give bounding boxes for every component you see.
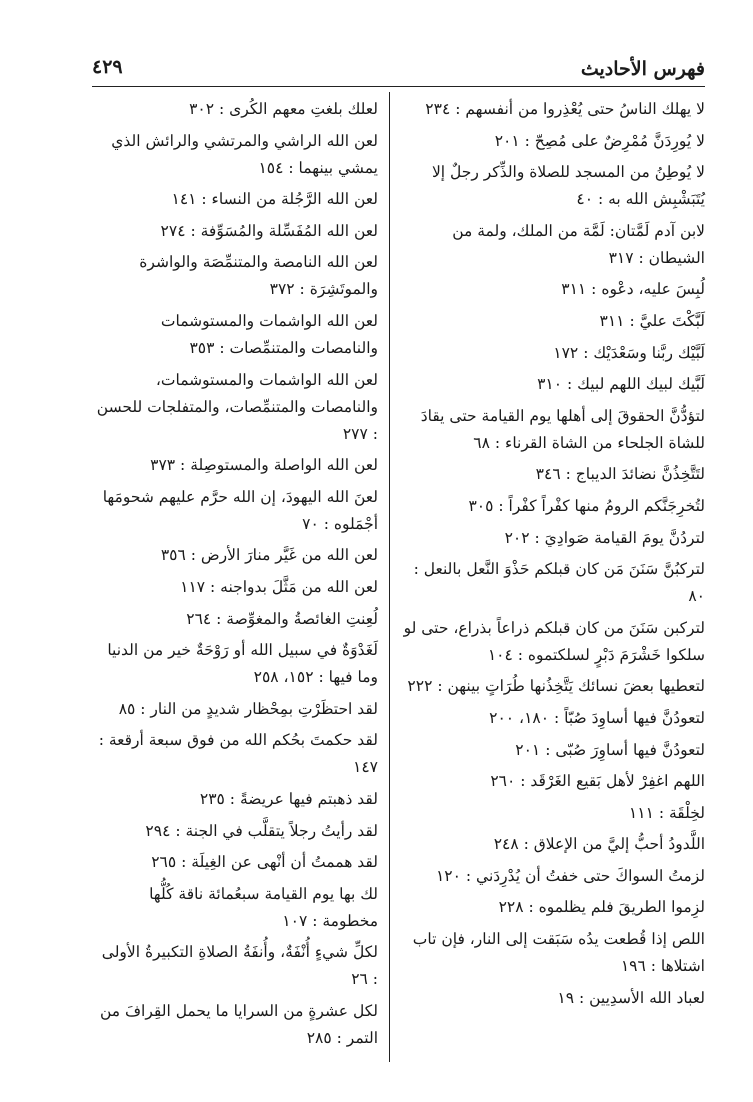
hadith-text: لعلك بلغتِ معهم الكُرى : ٣٠٢ bbox=[189, 100, 378, 118]
hadith-entry bbox=[399, 863, 705, 890]
hadith-text: لَغَدْوَةٌ في سبيل الله أو رَوْحَةٌ خير من الدنيا وما فيها : ١٥٢، ٢٥٨ bbox=[107, 641, 378, 687]
right-column bbox=[399, 96, 705, 1016]
hadith-text: لَبَّيك لبيك اللهم لبيك : ٣١٠ bbox=[537, 375, 705, 394]
hadith-entry bbox=[399, 894, 705, 921]
hadith-text: لقد هممتُ أن أنْهى عن الغِيلَة : ٢٦٥ bbox=[151, 853, 378, 872]
hadith-entry bbox=[399, 403, 705, 457]
hadith-entry bbox=[399, 493, 705, 520]
hadith-text: لتركبن سَنَنَ من كان قبلكم ذراعاً بذراع، حتى لو سلكوا خَشْرَمَ دَبْرٍ لسلكتموه : ١٠٤ bbox=[403, 618, 705, 664]
hadith-text: لعن الله من غَيَّر منارَ الأرض : ٣٥٦ bbox=[160, 546, 378, 565]
hadith-entry bbox=[92, 452, 378, 479]
hadith-entry bbox=[92, 484, 378, 538]
hadith-text: لتردُنَّ يومَ القيامة صَوادِيَ : ٢٠٢ bbox=[504, 528, 705, 547]
hadith-text: لكلِّ شيءٍ أُنْفَةٌ، وأُنفَةُ الصلاةِ التكبيرةُ الأولى : ٢٦ bbox=[101, 943, 378, 989]
hadith-text: لزمتُ السواكَ حتى خفتُ أن يُدْرِدَني : ١٢٠ bbox=[435, 866, 705, 885]
hadith-entry bbox=[399, 276, 705, 303]
hadith-text: لتَتَّخِذُنَّ نضائدَ الديباج : ٣٤٦ bbox=[535, 465, 705, 484]
hadith-entry bbox=[92, 881, 378, 935]
hadith-entry bbox=[92, 218, 378, 245]
hadith-entry bbox=[92, 542, 378, 569]
hadith-entry bbox=[399, 308, 705, 335]
hadith-text: لقد رأيتُ رجلاً يتقلَّب في الجنة : ٢٩٤ bbox=[145, 821, 378, 840]
hadith-entry bbox=[92, 786, 378, 813]
hadith-entry bbox=[399, 705, 705, 732]
hadith-entry bbox=[399, 673, 705, 700]
hadith-text: لعن الله الواصلة والمستوصِلة : ٣٧٣ bbox=[150, 456, 378, 475]
hadith-entry bbox=[399, 128, 705, 155]
hadith-text: لخِلْقَة : ١١١ bbox=[628, 803, 705, 822]
hadith-text: لعن الله الواشمات والمستوشمات، والنامصات والمتنمِّصات، والمتفلجات للحسن : ٢٧٧ bbox=[96, 370, 378, 443]
hadith-entry bbox=[92, 998, 378, 1052]
hadith-text: لقد احتظَرْتِ بمِحْظار شديدٍ من النار : ٨٥ bbox=[118, 699, 378, 718]
hadith-text: لَبَّيْك ربَّنا وسَعْدَيْك : ١٧٢ bbox=[553, 343, 705, 362]
hadith-text: لُعِنتِ الغائصةُ والمغوِّصة : ٢٦٤ bbox=[186, 609, 378, 628]
hadith-entry bbox=[92, 128, 378, 182]
hadith-entry bbox=[399, 371, 705, 398]
hadith-entry bbox=[399, 615, 705, 669]
page-header bbox=[92, 50, 705, 86]
hadith-text: لقد ذهبتم فيها عريضةً : ٢٣٥ bbox=[199, 789, 378, 808]
hadith-text: لك بها يوم القيامة سبعُمائة ناقة كُلُّها مخطومة : ١٠٧ bbox=[149, 884, 378, 930]
hadith-entry bbox=[399, 218, 705, 272]
hadith-text: لعن الله النامصة والمتنمِّصَة والواشرة والموتَشِرَة : ٣٧٢ bbox=[139, 253, 378, 299]
hadith-text: لا يُورِدَنَّ مُمْرِضٌ على مُصِحّ : ٢٠١ bbox=[494, 131, 705, 150]
hadith-entry bbox=[92, 606, 378, 633]
header-rule bbox=[92, 86, 705, 87]
left-column bbox=[92, 96, 378, 1056]
hadith-entry bbox=[92, 574, 378, 601]
hadith-text: لقد حكمتَ بحُكم الله من فوق سبعة أرقعة : ١٤٧ bbox=[98, 731, 378, 777]
hadith-text: لعن الله الواشمات والمستوشمات والنامصات والمتنمِّصات : ٣٥٣ bbox=[160, 311, 378, 357]
hadith-entry bbox=[92, 186, 378, 213]
hadith-text: لتعودُنَّ فيها أساوِرَ صُبّى : ٢٠١ bbox=[515, 740, 705, 759]
hadith-entry bbox=[399, 926, 705, 980]
hadith-entry bbox=[399, 96, 705, 123]
hadith-entry bbox=[399, 525, 705, 552]
running-title: فهرس الأحاديث bbox=[580, 58, 705, 80]
hadith-entry bbox=[92, 939, 378, 993]
hadith-text: لَبَّكْتَ عليَّ : ٣١١ bbox=[599, 311, 705, 330]
hadith-entry bbox=[92, 96, 378, 123]
hadith-entry bbox=[399, 768, 705, 795]
hadith-entry bbox=[92, 249, 378, 303]
hadith-entry bbox=[92, 818, 378, 845]
hadith-entry bbox=[399, 461, 705, 488]
hadith-text: لتُخرِجَنَّكم الرومُ منها كفْراً كفْراً : ٣٠٥ bbox=[468, 496, 705, 515]
hadith-entry bbox=[92, 727, 378, 781]
hadith-text: لعن الله الراشي والمرتشي والرائش الذي يمشي بينهما : ١٥٤ bbox=[111, 131, 378, 177]
hadith-text: لعباد الله الأسدِيين : ١٩ bbox=[557, 988, 705, 1007]
hadith-text: لكل عشرةٍ من السرايا ما يحمل القِرافَ من التمر : ٢٨٥ bbox=[99, 1001, 378, 1047]
hadith-text: لعن الله المُفَسِّلة والمُسَوِّفة : ٢٧٤ bbox=[160, 221, 378, 240]
column-divider bbox=[389, 92, 390, 1062]
hadith-text: اللص إذا قُطعت يدُه سَبَقت إلى النار، فإن تاب اشتلاها : ١٩٦ bbox=[412, 930, 705, 976]
hadith-entry bbox=[92, 637, 378, 691]
hadith-text: لُبِسَ عليه، دعْوه : ٣١١ bbox=[561, 280, 705, 299]
hadith-entry bbox=[92, 367, 378, 448]
hadith-entry bbox=[399, 800, 705, 827]
hadith-text: اللَّدودُ أحبُّ إليَّ من الإعلاق : ٢٤٨ bbox=[493, 835, 705, 854]
hadith-entry bbox=[92, 696, 378, 723]
hadith-entry bbox=[92, 308, 378, 362]
hadith-text: لا يهلك الناسُ حتى يُعْذِروا من أنفسهم : ٢٣٤ bbox=[425, 100, 705, 118]
hadith-entry bbox=[399, 985, 705, 1012]
hadith-text: لزِموا الطريقَ فلم يظلموه : ٢٢٨ bbox=[498, 898, 705, 917]
hadith-entry bbox=[399, 556, 705, 610]
hadith-text: لعن الله الرَّجُلة من النساء : ١٤١ bbox=[171, 190, 378, 209]
hadith-entry bbox=[399, 737, 705, 764]
hadith-entry bbox=[399, 831, 705, 858]
hadith-text: لعن الله من مَثَّلَ بدواجنه : ١١٧ bbox=[180, 577, 378, 596]
hadith-text: لا يُوطِنُ من المسجد للصلاة والذِّكر رجلٌ إلا يُتَبَشْبِش الله به : ٤٠ bbox=[431, 163, 705, 209]
hadith-text: لتعودُنَّ فيها أساوِدَ صُبّاً : ١٨٠، ٢٠٠ bbox=[489, 708, 705, 727]
hadith-entry bbox=[399, 340, 705, 367]
hadith-entry bbox=[92, 849, 378, 876]
hadith-text: لعنَ الله اليهودَ، إن الله حرَّم عليهم شحومَها أجْمَلوه : ٧٠ bbox=[102, 487, 378, 533]
hadith-entry bbox=[399, 159, 705, 213]
hadith-text: لتركبُنَّ سَنَنَ مَن كان قبلكم حَذْوَ النَّعل بالنعل : ٨٠ bbox=[413, 560, 705, 606]
hadith-text: اللهم اغفِرْ لأهل بَقيع الغَرْقَد : ٢٦٠ bbox=[490, 772, 705, 791]
page-number: ٤٢٩ bbox=[92, 56, 123, 78]
hadith-text: لتعطيها بعضَ نسائك يَتَّخِذُنها طُرَاتٍ بينهن : ٢٢٢ bbox=[407, 677, 705, 696]
hadith-text: لتؤدُّنَّ الحقوقَ إلى أهلها يوم القيامة حتى يقادَ للشاة الجلحاء من الشاة القرناء : ٦٨ bbox=[420, 406, 705, 452]
hadith-text: لابن آدم لَمَّتان: لَمَّة من الملك، ولمة من الشيطان : ٣١٧ bbox=[452, 221, 705, 267]
